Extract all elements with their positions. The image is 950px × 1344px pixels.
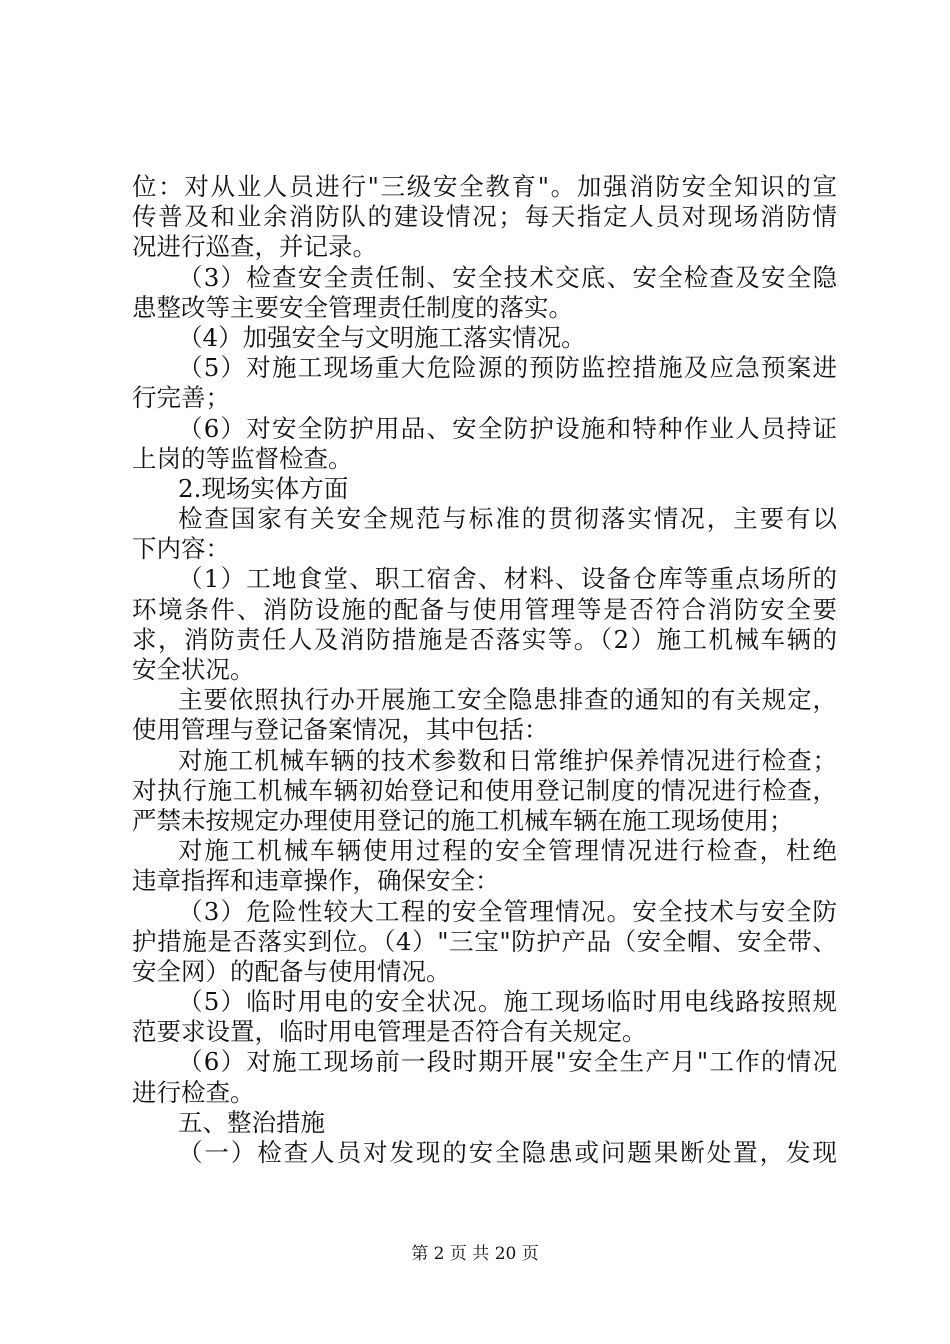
text-line: 安全网）的配备与使用情况。	[132, 956, 451, 986]
text-line: 进行检查。	[132, 1077, 255, 1107]
text-line: 患整改等主要安全管理责任制度的落实。	[132, 292, 573, 322]
text-line: （3）检查安全责任制、安全技术交底、安全检查及安全隐	[178, 262, 837, 292]
text-line: 传普及和业余消防队的建设情况；每天指定人员对现场消防情	[132, 202, 837, 232]
text-line: 上岗的等监督检查。	[132, 443, 353, 473]
text-line: （3）危险性较大工程的安全管理情况。安全技术与安全防	[178, 896, 837, 926]
text-line: 严禁未按规定办理使用登记的施工机械车辆在施工现场使用；	[132, 805, 794, 835]
text-line: 范要求设置，临时用电管理是否符合有关规定。	[132, 1017, 647, 1047]
text-line: 护措施是否落实到位。（4）"三宝"防护产品（安全帽、安全带、	[132, 926, 837, 956]
text-line: 对施工机械车辆使用过程的安全管理情况进行检查，杜绝	[178, 836, 837, 866]
section-heading: 2.现场实体方面	[178, 473, 349, 503]
text-line: （一）检查人员对发现的安全隐患或问题果断处置，发现	[178, 1138, 837, 1167]
text-line: 环境条件、消防设施的配备与使用管理等是否符合消防安全要	[132, 594, 837, 624]
text-line: 对施工机械车辆的技术参数和日常维护保养情况进行检查；	[178, 745, 837, 775]
text-line: 行完善；	[132, 383, 230, 413]
page-footer: 第 2 页 共 20 页	[411, 1244, 539, 1264]
text-line: 对执行施工机械车辆初始登记和使用登记制度的情况进行检查，	[132, 775, 837, 805]
text-line: （6）对施工现场前一段时期开展"安全生产月"工作的情况	[178, 1047, 837, 1077]
text-line: 下内容：	[132, 534, 230, 564]
text-line: 主要依照执行办开展施工安全隐患排查的通知的有关规定，	[178, 685, 837, 715]
text-line: （6）对安全防护用品、安全防护设施和特种作业人员持证	[178, 413, 837, 443]
text-line: （5）对施工现场重大危险源的预防监控措施及应急预案进	[178, 353, 837, 383]
text-line: 使用管理与登记备案情况，其中包括：	[132, 715, 549, 745]
section-heading: 五、整治措施	[178, 1107, 325, 1137]
text-line: 违章指挥和违章操作，确保安全：	[132, 866, 500, 896]
text-line: 求，消防责任人及消防措施是否落实等。（2）施工机械车辆的	[132, 624, 837, 654]
text-line: （4）加强安全与文明施工落实情况。	[178, 322, 586, 352]
text-line: （1）工地食堂、职工宿舍、材料、设备仓库等重点场所的	[178, 564, 837, 594]
text-line: 位：对从业人员进行"三级安全教育"。加强消防安全知识的宣	[132, 172, 837, 201]
text-line: 况进行巡查，并记录。	[132, 232, 377, 262]
document-body	[132, 172, 837, 1168]
text-line: 检查国家有关安全规范与标准的贯彻落实情况，主要有以	[178, 504, 837, 534]
text-line: 安全状况。	[132, 655, 255, 684]
text-line: （5）临时用电的安全状况。施工现场临时用电线路按照规	[178, 987, 837, 1017]
